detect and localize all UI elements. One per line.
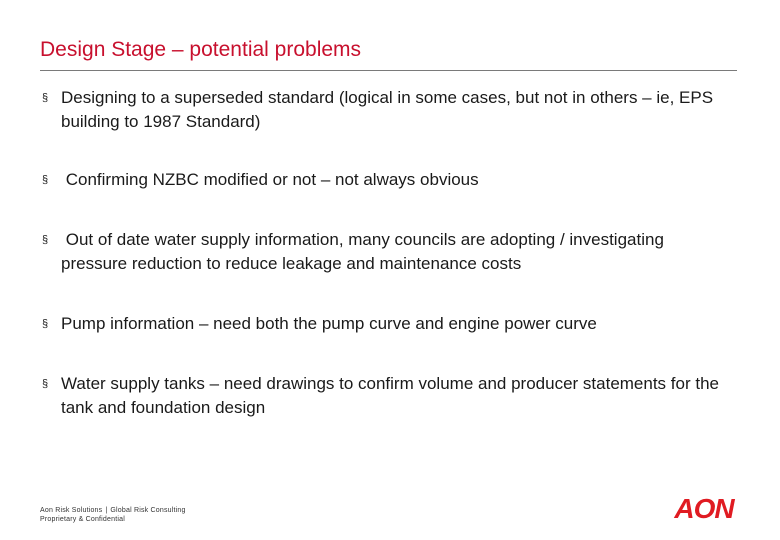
footer bbox=[40, 506, 186, 524]
footer-company: Aon Risk Solutions bbox=[40, 507, 103, 514]
aon-logo-text: AON bbox=[674, 493, 734, 522]
bullet-text: Pump information – need both the pump curve and engine power curve bbox=[61, 314, 597, 333]
bullet-text: Designing to a superseded standard (logical in some cases, but not in others – ie, EPS building to 1987 Standard) bbox=[61, 88, 714, 131]
bullet-item bbox=[40, 168, 730, 192]
title-divider bbox=[40, 70, 737, 71]
footer-line-1 bbox=[40, 506, 186, 515]
bullet-item bbox=[40, 228, 730, 276]
bullet-text: Confirming NZBC modified or not – not always obvious bbox=[61, 170, 479, 189]
slide-title: Design Stage – potential problems bbox=[40, 38, 362, 61]
bullet-text: Out of date water supply information, many councils are adopting / investigating pressure reduction to reduce leakage and maintenance costs bbox=[61, 230, 669, 273]
footer-confidentiality: Proprietary & Confidential bbox=[40, 516, 125, 523]
bullet-item bbox=[40, 372, 730, 420]
aon-logo-icon bbox=[668, 492, 740, 522]
bullet-marker-icon: § bbox=[42, 378, 49, 390]
footer-separator: | bbox=[105, 507, 108, 514]
footer-division: Global Risk Consulting bbox=[110, 507, 186, 514]
bullet-marker-icon: § bbox=[42, 92, 49, 104]
bullet-item bbox=[40, 312, 730, 336]
bullet-marker-icon: § bbox=[42, 318, 49, 330]
bullet-marker-icon: § bbox=[42, 234, 49, 246]
bullet-marker-icon: § bbox=[42, 174, 49, 186]
bullet-item bbox=[40, 86, 730, 134]
bullet-text: Water supply tanks – need drawings to confirm volume and producer statements for the tank and foundation design bbox=[61, 374, 719, 417]
